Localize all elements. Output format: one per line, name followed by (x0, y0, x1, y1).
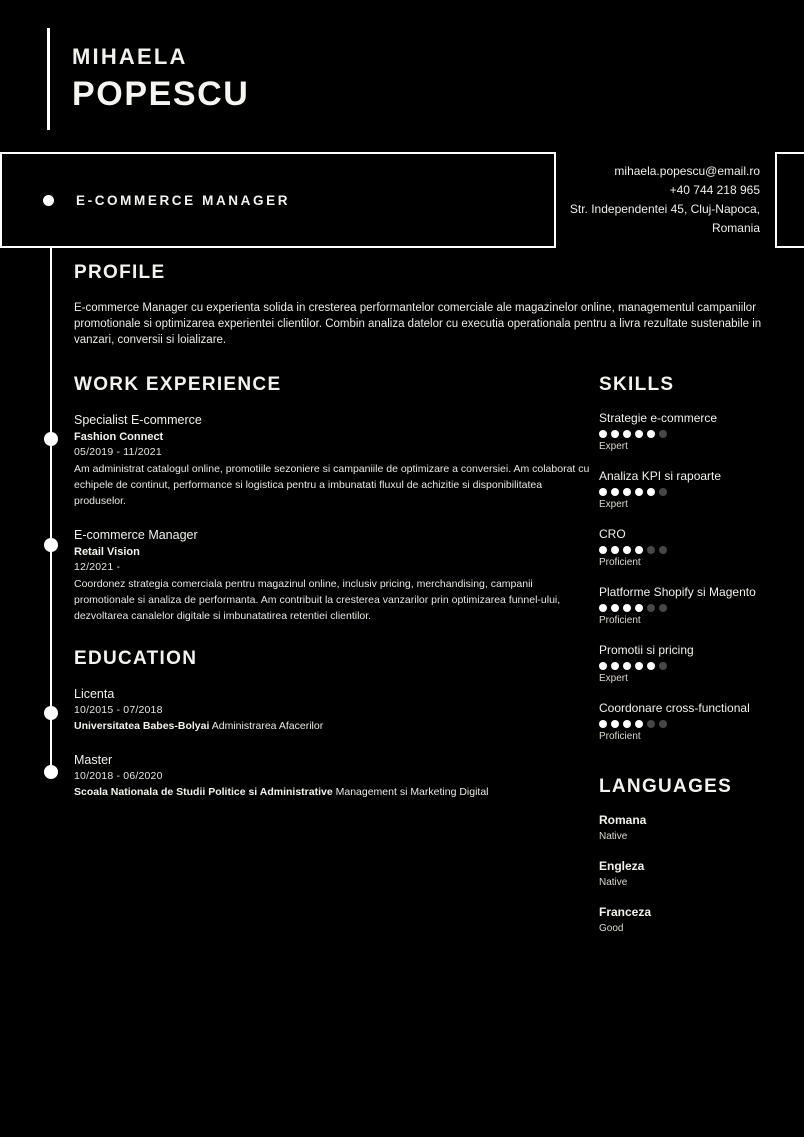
rating-dot-empty-icon (659, 488, 667, 496)
rating-dot-filled-icon (599, 488, 607, 496)
education-heading: EDUCATION (74, 648, 198, 669)
language-level: Good (599, 923, 624, 934)
rating-dot-empty-icon (659, 546, 667, 554)
language-level: Native (599, 831, 628, 842)
profile-heading: PROFILE (74, 262, 166, 283)
languages-section (599, 776, 799, 936)
education-degree: Licenta (74, 687, 115, 701)
sidebar-column (599, 374, 799, 950)
education-degree: Master (74, 753, 113, 767)
skill-item (599, 584, 799, 628)
skill-level: Expert (599, 499, 628, 510)
rating-dot-filled-icon (599, 430, 607, 438)
skill-rating-dots (599, 604, 799, 612)
rating-dot-filled-icon (623, 488, 631, 496)
work-dates: 05/2019 - 11/2021 (74, 446, 162, 458)
job-title-box (0, 152, 556, 248)
rating-dot-filled-icon (611, 604, 619, 612)
rating-dot-empty-icon (659, 720, 667, 728)
education-entry (74, 752, 594, 800)
rating-dot-filled-icon (611, 720, 619, 728)
timeline-dot (44, 432, 58, 446)
timeline-dot (44, 706, 58, 720)
rating-dot-filled-icon (611, 546, 619, 554)
work-entry (74, 412, 594, 509)
work-organization: Retail Vision (74, 546, 140, 558)
work-description: Am administrat catalogul online, promotiile sezoniere si campaniile de optimizare a conversiei. Am colaborat cu echipele de continut, performance si logistica pentru a imbunatati fluxul de achizitie si disponibilitatea produselor. (74, 463, 590, 507)
skill-name: CRO (599, 527, 626, 541)
contact-address: Str. Independentei 45, Cluj-Napoca, Romania (569, 202, 760, 235)
rating-dot-filled-icon (623, 546, 631, 554)
rating-dot-filled-icon (623, 720, 631, 728)
work-description: Coordonez strategia comerciala pentru magazinul online, inclusiv pricing, merchandising, campanii promotionale si analiza de performanta. Am contribuit la cresterea vanzarilor prin optimizarea funnel-ului, dezvoltarea canalelor digitale si imbunatatirea retentiei clientilor. (74, 578, 561, 622)
work-organization: Fashion Connect (74, 431, 164, 443)
rating-dot-filled-icon (623, 430, 631, 438)
rating-dot-filled-icon (635, 430, 643, 438)
education-school-line (74, 784, 594, 800)
skill-name: Platforme Shopify si Magento (599, 585, 756, 599)
skills-list (599, 410, 799, 744)
rating-dot-filled-icon (611, 430, 619, 438)
rating-dot-filled-icon (599, 662, 607, 670)
skill-name: Coordonare cross-functional (599, 701, 750, 715)
name-block (47, 28, 249, 130)
education-entry (74, 686, 594, 734)
rating-dot-filled-icon (599, 720, 607, 728)
skill-level: Expert (599, 441, 628, 452)
skill-rating-dots (599, 546, 799, 554)
contact-block (560, 162, 760, 238)
skill-name: Analiza KPI si rapoarte (599, 469, 722, 483)
language-name: Romana (599, 813, 647, 827)
skill-rating-dots (599, 662, 799, 670)
first-name: MIHAELA (72, 44, 188, 69)
rating-dot-empty-icon (647, 546, 655, 554)
rating-dot-empty-icon (647, 720, 655, 728)
timeline-line (50, 248, 52, 776)
work-heading: WORK EXPERIENCE (74, 374, 282, 395)
timeline-dot (44, 538, 58, 552)
education-school: Scoala Nationala de Studii Politice si Administrative (74, 786, 333, 798)
contact-phone[interactable]: +40 744 218 965 (669, 183, 760, 197)
language-item (599, 858, 799, 890)
skill-rating-dots (599, 488, 799, 496)
job-title: E-COMMERCE MANAGER (76, 192, 291, 208)
education-school-line (74, 718, 594, 734)
work-entry (74, 527, 594, 624)
skill-name: Promotii si pricing (599, 643, 694, 657)
skill-item (599, 526, 799, 570)
rating-dot-filled-icon (611, 488, 619, 496)
contact-email[interactable]: mihaela.popescu@email.ro (614, 164, 760, 178)
skill-item (599, 410, 799, 454)
skill-rating-dots (599, 430, 799, 438)
rating-dot-filled-icon (647, 488, 655, 496)
education-dates: 10/2015 - 07/2018 (74, 704, 163, 716)
last-name: POPESCU (72, 75, 250, 113)
rating-dot-filled-icon (599, 604, 607, 612)
rating-dot-empty-icon (659, 662, 667, 670)
rating-dot-empty-icon (659, 430, 667, 438)
language-name: Franceza (599, 905, 652, 919)
language-level: Native (599, 877, 628, 888)
skill-level: Expert (599, 673, 628, 684)
rating-dot-filled-icon (611, 662, 619, 670)
rating-dot-empty-icon (659, 604, 667, 612)
rating-dot-filled-icon (647, 430, 655, 438)
language-name: Engleza (599, 859, 645, 873)
rating-dot-filled-icon (599, 546, 607, 554)
rating-dot-filled-icon (635, 488, 643, 496)
skill-item (599, 468, 799, 512)
rating-dot-filled-icon (647, 662, 655, 670)
rating-dot-empty-icon (647, 604, 655, 612)
education-field: Management si Marketing Digital (335, 786, 489, 798)
work-dates: 12/2021 - (74, 561, 121, 573)
work-role: E-commerce Manager (74, 528, 198, 542)
education-section (74, 648, 594, 800)
education-field: Administrarea Afacerilor (211, 720, 324, 732)
rating-dot-filled-icon (635, 546, 643, 554)
language-item (599, 904, 799, 936)
rating-dot-filled-icon (635, 720, 643, 728)
skill-item (599, 642, 799, 686)
rating-dot-filled-icon (623, 604, 631, 612)
timeline-dot (44, 765, 58, 779)
language-item (599, 812, 799, 844)
languages-list (599, 812, 799, 936)
work-role: Specialist E-commerce (74, 413, 202, 427)
skill-item (599, 700, 799, 744)
skill-level: Proficient (599, 557, 641, 568)
bullet-dot-icon (43, 195, 54, 206)
rating-dot-filled-icon (623, 662, 631, 670)
education-dates: 10/2018 - 06/2020 (74, 770, 163, 782)
education-school: Universitatea Babes-Bolyai (74, 720, 210, 732)
skills-heading: SKILLS (599, 374, 675, 395)
decorative-edge-box (775, 152, 804, 248)
skill-level: Proficient (599, 731, 641, 742)
rating-dot-filled-icon (635, 604, 643, 612)
skill-name: Strategie e-commerce (599, 411, 718, 425)
profile-text: E-commerce Manager cu experienta solida in cresterea performantelor comerciale ale magazinelor online, managementul campaniilor promotionale si optimizarea experientei clientilor. Combin analiza datelor cu executia operationala pentru a livra rezultate sustenabile in vanzari, conversii si loializare. (74, 302, 762, 346)
skill-rating-dots (599, 720, 799, 728)
rating-dot-filled-icon (635, 662, 643, 670)
work-experience-section (74, 374, 594, 624)
languages-heading: LANGUAGES (599, 776, 733, 797)
skill-level: Proficient (599, 615, 641, 626)
